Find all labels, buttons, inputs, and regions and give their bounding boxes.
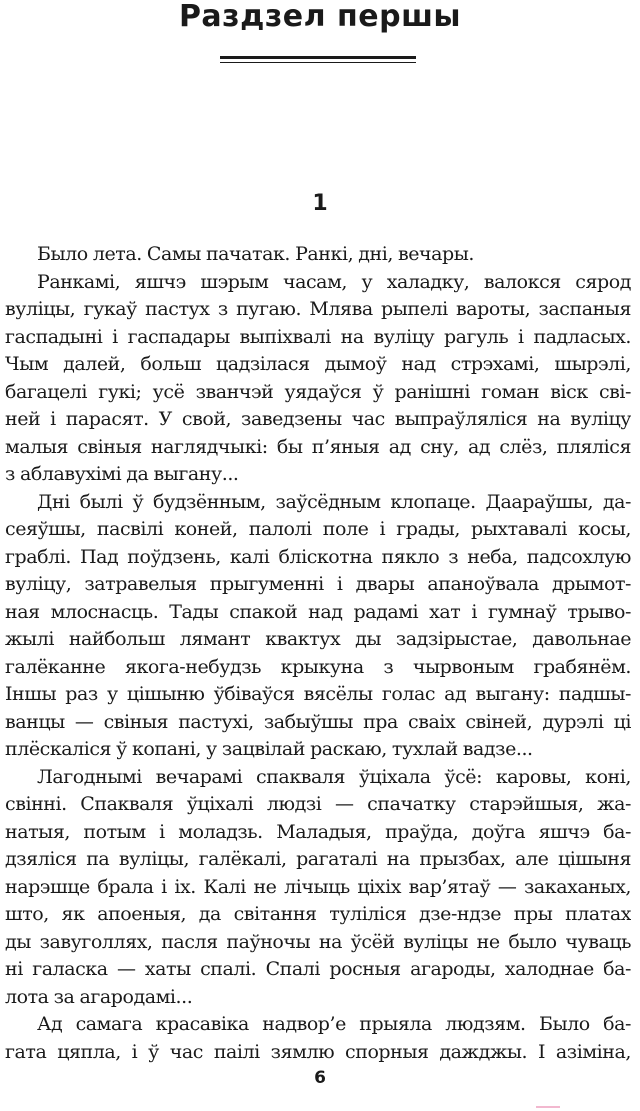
- text-line: гата цяпла, і ў час паілі зямлю спорныя дажджы. І азіміна,: [5, 1040, 631, 1063]
- text-line: малыя свіныя наглядчыкі: бы п’яныя ад сну, ад слёз, пляліся: [5, 435, 631, 458]
- text-line: натыя, потым і моладзь. Маладыя, праўда, доўга яшчэ ба-: [5, 820, 631, 843]
- text-line: вуліцы, гукаў пастух з пугаю. Млява рыпелі вароты, заспаныя: [5, 298, 631, 320]
- text-line: Ад самага красавіка надвор’е прыяла людзям. Было ба-: [37, 1013, 631, 1035]
- text-line: ды завуголлях, пасля паўночы на ўсёй вуліцы не было чуваць: [5, 930, 631, 953]
- part-title: Раздзел першы: [178, 0, 462, 34]
- text-line: ні галаска — хаты спалі. Спалі росныя агароды, халоднае ба-: [5, 958, 631, 980]
- text-line: ванцы — свіныя пастухі, забыўшы пра сваіх свіней, дурэлі ці: [5, 710, 631, 733]
- text-line: вуліцу, затравелыя прыгуменні і двары апаноўвала дрымот-: [5, 573, 631, 595]
- text-line: ная млоснасць. Тады спакой над радамі хат і гумнаў трыво-: [5, 600, 631, 623]
- text-line: лота за агародамі...: [5, 985, 193, 1008]
- text-line: Лагоднымі вечарамі спакваля ўціхала ўсё: каровы, коні,: [37, 765, 631, 788]
- text-line: што, як апоеныя, да світання туліліся дзе-ндзе пры платах: [5, 903, 631, 925]
- text-line: свінні. Спакваля ўціхалі людзі — спачатку старэйшыя, жа-: [5, 793, 631, 815]
- text-line: галёканне якога-небудзь крыкуна з чырвоным грабянём.: [5, 655, 631, 678]
- text-line: дзяліся па вуліцы, галёкалі, рагаталі на прызбах, але цішыня: [5, 848, 631, 870]
- edge-mark: [536, 1106, 560, 1108]
- text-line: з аблавухімі да выгану...: [5, 463, 239, 485]
- text-line: нарэшце брала і іх. Калі не лічыць ціхіх вар’ятаў — закаханых,: [5, 875, 631, 898]
- title-rule-thick: [220, 56, 416, 59]
- text-line: граблі. Пад поўдзень, калі бліскотна пякло з неба, падсохлую: [5, 545, 631, 568]
- text-line: Іншы раз у цішыню ўбіваўся вясёлы голас ад выгану: падшы-: [5, 683, 631, 705]
- text-line: сеяўшы, пасвілі коней, палолі поле і грады, рыхтавалі косы,: [5, 518, 631, 540]
- text-line: Ранкамі, яшчэ шэрым часам, у халадку, валокся сярод: [37, 270, 631, 293]
- chapter-number: 1: [312, 191, 328, 216]
- text-line: ней і парасят. У свой, заведзены час выпраўляліся на вуліцу: [5, 408, 631, 430]
- text-line: жылі найбольш лямант квактух ды задзірыстае, давольнае: [5, 628, 631, 650]
- body-text: [5, 241, 631, 1066]
- text-line: Было лета. Самы пачатак. Ранкі, дні, вечары.: [37, 243, 475, 265]
- text-line: Дні былі ў будзённым, заўсёдным клопаце. Даараўшы, да-: [37, 490, 631, 513]
- text-line: плёскаліся ў копані, у зацвілай раскаю, тухлай вадзе...: [5, 738, 533, 760]
- text-line: гаспадыні і гаспадары выпіхвалі на вуліцу рагуль і падласых.: [5, 325, 631, 348]
- page-number: 6: [314, 1068, 326, 1088]
- text-line: багацелі гукі; усё званчэй уядаўся ў ранішні гоман віск сві-: [5, 380, 631, 403]
- title-rule-thin: [220, 62, 416, 63]
- text-line: Чым далей, больш цадзілася дымоў над стрэхамі, шырэлі,: [5, 353, 631, 375]
